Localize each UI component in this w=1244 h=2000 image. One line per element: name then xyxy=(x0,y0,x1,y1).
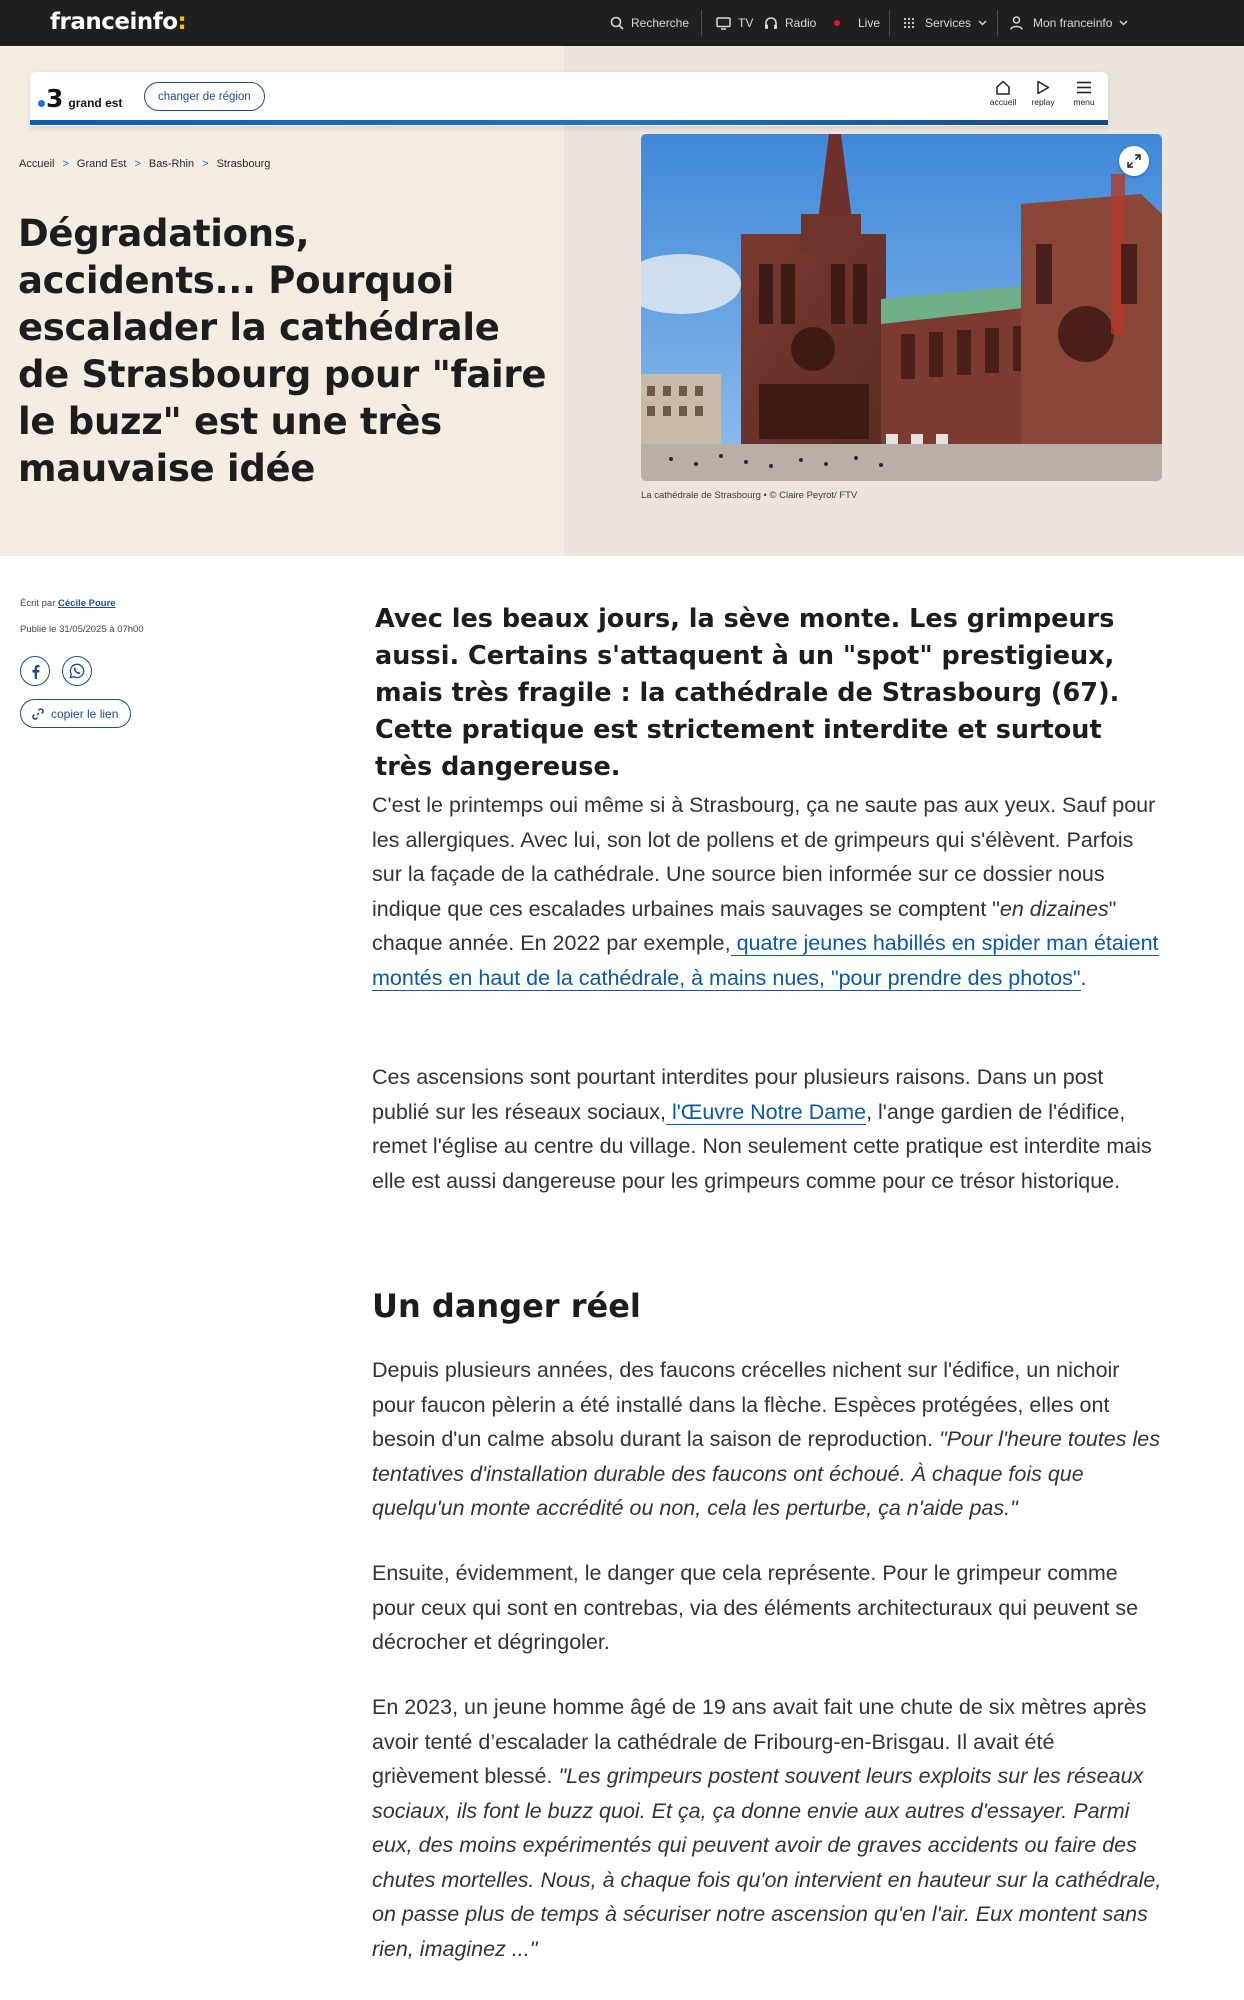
publish-date: Publié le 31/05/2025 à 07h00 xyxy=(20,624,144,635)
account-label: Mon franceinfo xyxy=(1033,16,1113,30)
paragraph-4: Ensuite, évidemment, le danger que cela représente. Pour le grimpeur comme pour ceux qui sont en contrebas, via des éléments architecturaux qui peuvent se décrocher et dégringoler. xyxy=(372,1561,1139,1654)
replay-nav-button[interactable] xyxy=(1023,80,1063,107)
breadcrumb-item[interactable]: Strasbourg xyxy=(216,158,271,170)
section-heading: Un danger réel xyxy=(372,1287,641,1325)
live-button[interactable] xyxy=(834,0,880,46)
facebook-icon xyxy=(31,664,40,679)
expand-image-button[interactable] xyxy=(1119,146,1149,176)
paragraph-text: Ces ascensions sont pourtant interdites pour plusieurs raisons. Dans un post publié sur les réseaux sociaux, xyxy=(372,1065,1104,1124)
breadcrumb-separator: > xyxy=(134,158,141,170)
region-bar-accent-stripe xyxy=(30,120,1108,125)
user-icon xyxy=(1010,16,1023,30)
paragraph-text: . xyxy=(1080,965,1087,990)
radio-button[interactable] xyxy=(764,0,816,46)
logo-dot-icon xyxy=(38,100,45,107)
play-icon xyxy=(1036,80,1050,95)
paragraph-2 xyxy=(372,1060,1162,1198)
home-nav-label: accueil xyxy=(989,97,1017,107)
paragraph-italic-text: en dizaines xyxy=(999,896,1109,921)
paragraph-text: , l'ange gardien de l'édifice, remet l'église au centre du village. Non seulement cette pratique est interdite mais elle est aussi dangereuse pour les grimpeurs comme pour ce trésor historique. xyxy=(372,1099,1152,1193)
author-link[interactable]: Cécile Poure xyxy=(58,598,116,609)
paragraph-text: C'est le printemps oui même si à Strasbourg, ça ne saute pas aux yeux. Sauf pour les allergiques. Avec lui, son lot de pollens et de grimpeurs qui s'élèvent. Parfois sur la façade de la cathédrale. Une source bien informée sur ce dossier nous indique que ces escalades urbaines mais sauvages se comptent " xyxy=(372,793,1156,921)
spiderman-article-link[interactable]: quatre jeunes habillés en spider man étaient montés en haut de la cathédrale, à mains nues, "pour prendre des photos" xyxy=(372,931,1159,990)
author-line xyxy=(20,598,116,609)
logo-text: franceinfo xyxy=(50,9,178,35)
replay-nav-label: replay xyxy=(1031,97,1055,107)
paragraph-quote: "Pour l'heure toutes les tentatives d'installation durable des faucons ont échoué. À chaque fois que quelqu'un monte accrédité ou non, cela les perturbe, ça n'aide pas." xyxy=(372,1427,1160,1520)
grid-icon xyxy=(903,17,915,29)
paragraph-text: En 2023, un jeune homme âgé de 19 ans avait fait une chute de six mètres après avoir tenté d’escalader la cathédrale de Fribourg-en-Brisgau. Il avait été grièvement blessé. xyxy=(372,1695,1147,1788)
logo-region: grand est xyxy=(68,96,123,110)
whatsapp-icon xyxy=(69,663,85,679)
search-label: Recherche xyxy=(631,16,690,30)
region-header-bar xyxy=(30,72,1108,126)
chevron-down-icon xyxy=(1119,20,1128,26)
paragraph-1 xyxy=(372,788,1162,995)
tv-icon xyxy=(716,17,731,30)
copy-link-button[interactable] xyxy=(20,699,131,728)
breadcrumb-separator: > xyxy=(202,158,209,170)
link-icon xyxy=(31,707,45,721)
home-icon xyxy=(995,80,1011,95)
breadcrumb-item[interactable]: Grand Est xyxy=(76,158,127,170)
franceinfo-logo[interactable] xyxy=(50,9,186,35)
tv-button[interactable] xyxy=(716,0,753,46)
paragraph-text: " chaque année. En 2022 par exemple, xyxy=(372,896,1117,955)
menu-icon xyxy=(1076,80,1092,95)
breadcrumb-item[interactable]: Bas-Rhin xyxy=(148,158,195,170)
copy-link-label: copier le lien xyxy=(51,706,119,721)
menu-nav-button[interactable] xyxy=(1064,80,1104,107)
share-facebook-button[interactable] xyxy=(20,656,50,686)
logo-colon: : xyxy=(177,9,187,35)
breadcrumb-item[interactable]: Accueil xyxy=(19,158,55,170)
share-whatsapp-button[interactable] xyxy=(62,656,92,686)
author-prefix: Écrit par xyxy=(20,598,56,609)
logo-number: 3 xyxy=(46,84,64,113)
divider xyxy=(701,10,702,36)
paragraph-text: Depuis plusieurs années, des faucons crécelles nichent sur l'édifice, un nichoir pour faucon pèlerin a été installé dans la flèche. Espèces protégées, elles ont besoin d'un calme absolu durant la saison de reproduction. xyxy=(372,1358,1120,1451)
paragraph-3 xyxy=(372,1353,1162,1526)
chevron-down-icon xyxy=(978,20,987,26)
cathedral-photo[interactable] xyxy=(641,134,1162,481)
change-region-button[interactable]: changer de région xyxy=(144,82,265,111)
france3-grand-est-logo[interactable] xyxy=(38,84,122,113)
live-indicator-icon xyxy=(834,20,840,26)
tv-label: TV xyxy=(738,16,754,30)
image-caption: La cathédrale de Strasbourg • © Claire Peyrot/ FTV xyxy=(641,490,858,501)
search-icon xyxy=(610,16,624,30)
home-nav-button[interactable] xyxy=(983,80,1023,107)
article-lead: Avec les beaux jours, la sève monte. Les grimpeurs aussi. Certains s'attaquent à un "spot" prestigieux, mais très fragile : la cathédrale de Strasbourg (67). Cette pratique est strictement interdite et surtout très dangereuse. xyxy=(375,604,1120,782)
cathedral-image xyxy=(641,134,1162,481)
top-navigation-bar xyxy=(0,0,1244,46)
services-menu-button[interactable] xyxy=(903,0,987,46)
breadcrumb-separator: > xyxy=(62,158,69,170)
search-button[interactable] xyxy=(610,0,689,46)
radio-label: Radio xyxy=(785,16,817,30)
headphones-icon xyxy=(764,16,778,30)
account-menu-button[interactable] xyxy=(1010,0,1128,46)
paragraph-5 xyxy=(372,1690,1162,1966)
divider xyxy=(997,10,998,36)
divider xyxy=(889,10,890,36)
article-hero xyxy=(0,46,1244,556)
live-label: Live xyxy=(858,16,881,30)
menu-nav-label: menu xyxy=(1073,97,1095,107)
oeuvre-notre-dame-link[interactable]: l'Œuvre Notre Dame xyxy=(666,1099,867,1124)
article-title: Dégradations, accidents... Pourquoi escalader la cathédrale de Strasbourg pour "faire le buzz" est une très mauvaise idée xyxy=(18,212,547,490)
services-label: Services xyxy=(925,16,972,30)
paragraph-quote: "Les grimpeurs postent souvent leurs exploits sur les réseaux sociaux, ils font le buzz quoi. Et ça, ça donne envie aux autres d'essayer. Parmi eux, des moins expérimentés qui peuvent avoir de graves accidents ou faire des chutes mortelles. Nous, à chaque fois qu'on intervient en hauteur sur la cathédrale, on passe plus de temps à sécuriser notre ascension qu'en l'air. Eux montent sans rien, imaginez ..." xyxy=(372,1764,1162,1961)
breadcrumb xyxy=(19,158,270,170)
expand-icon xyxy=(1127,154,1141,168)
